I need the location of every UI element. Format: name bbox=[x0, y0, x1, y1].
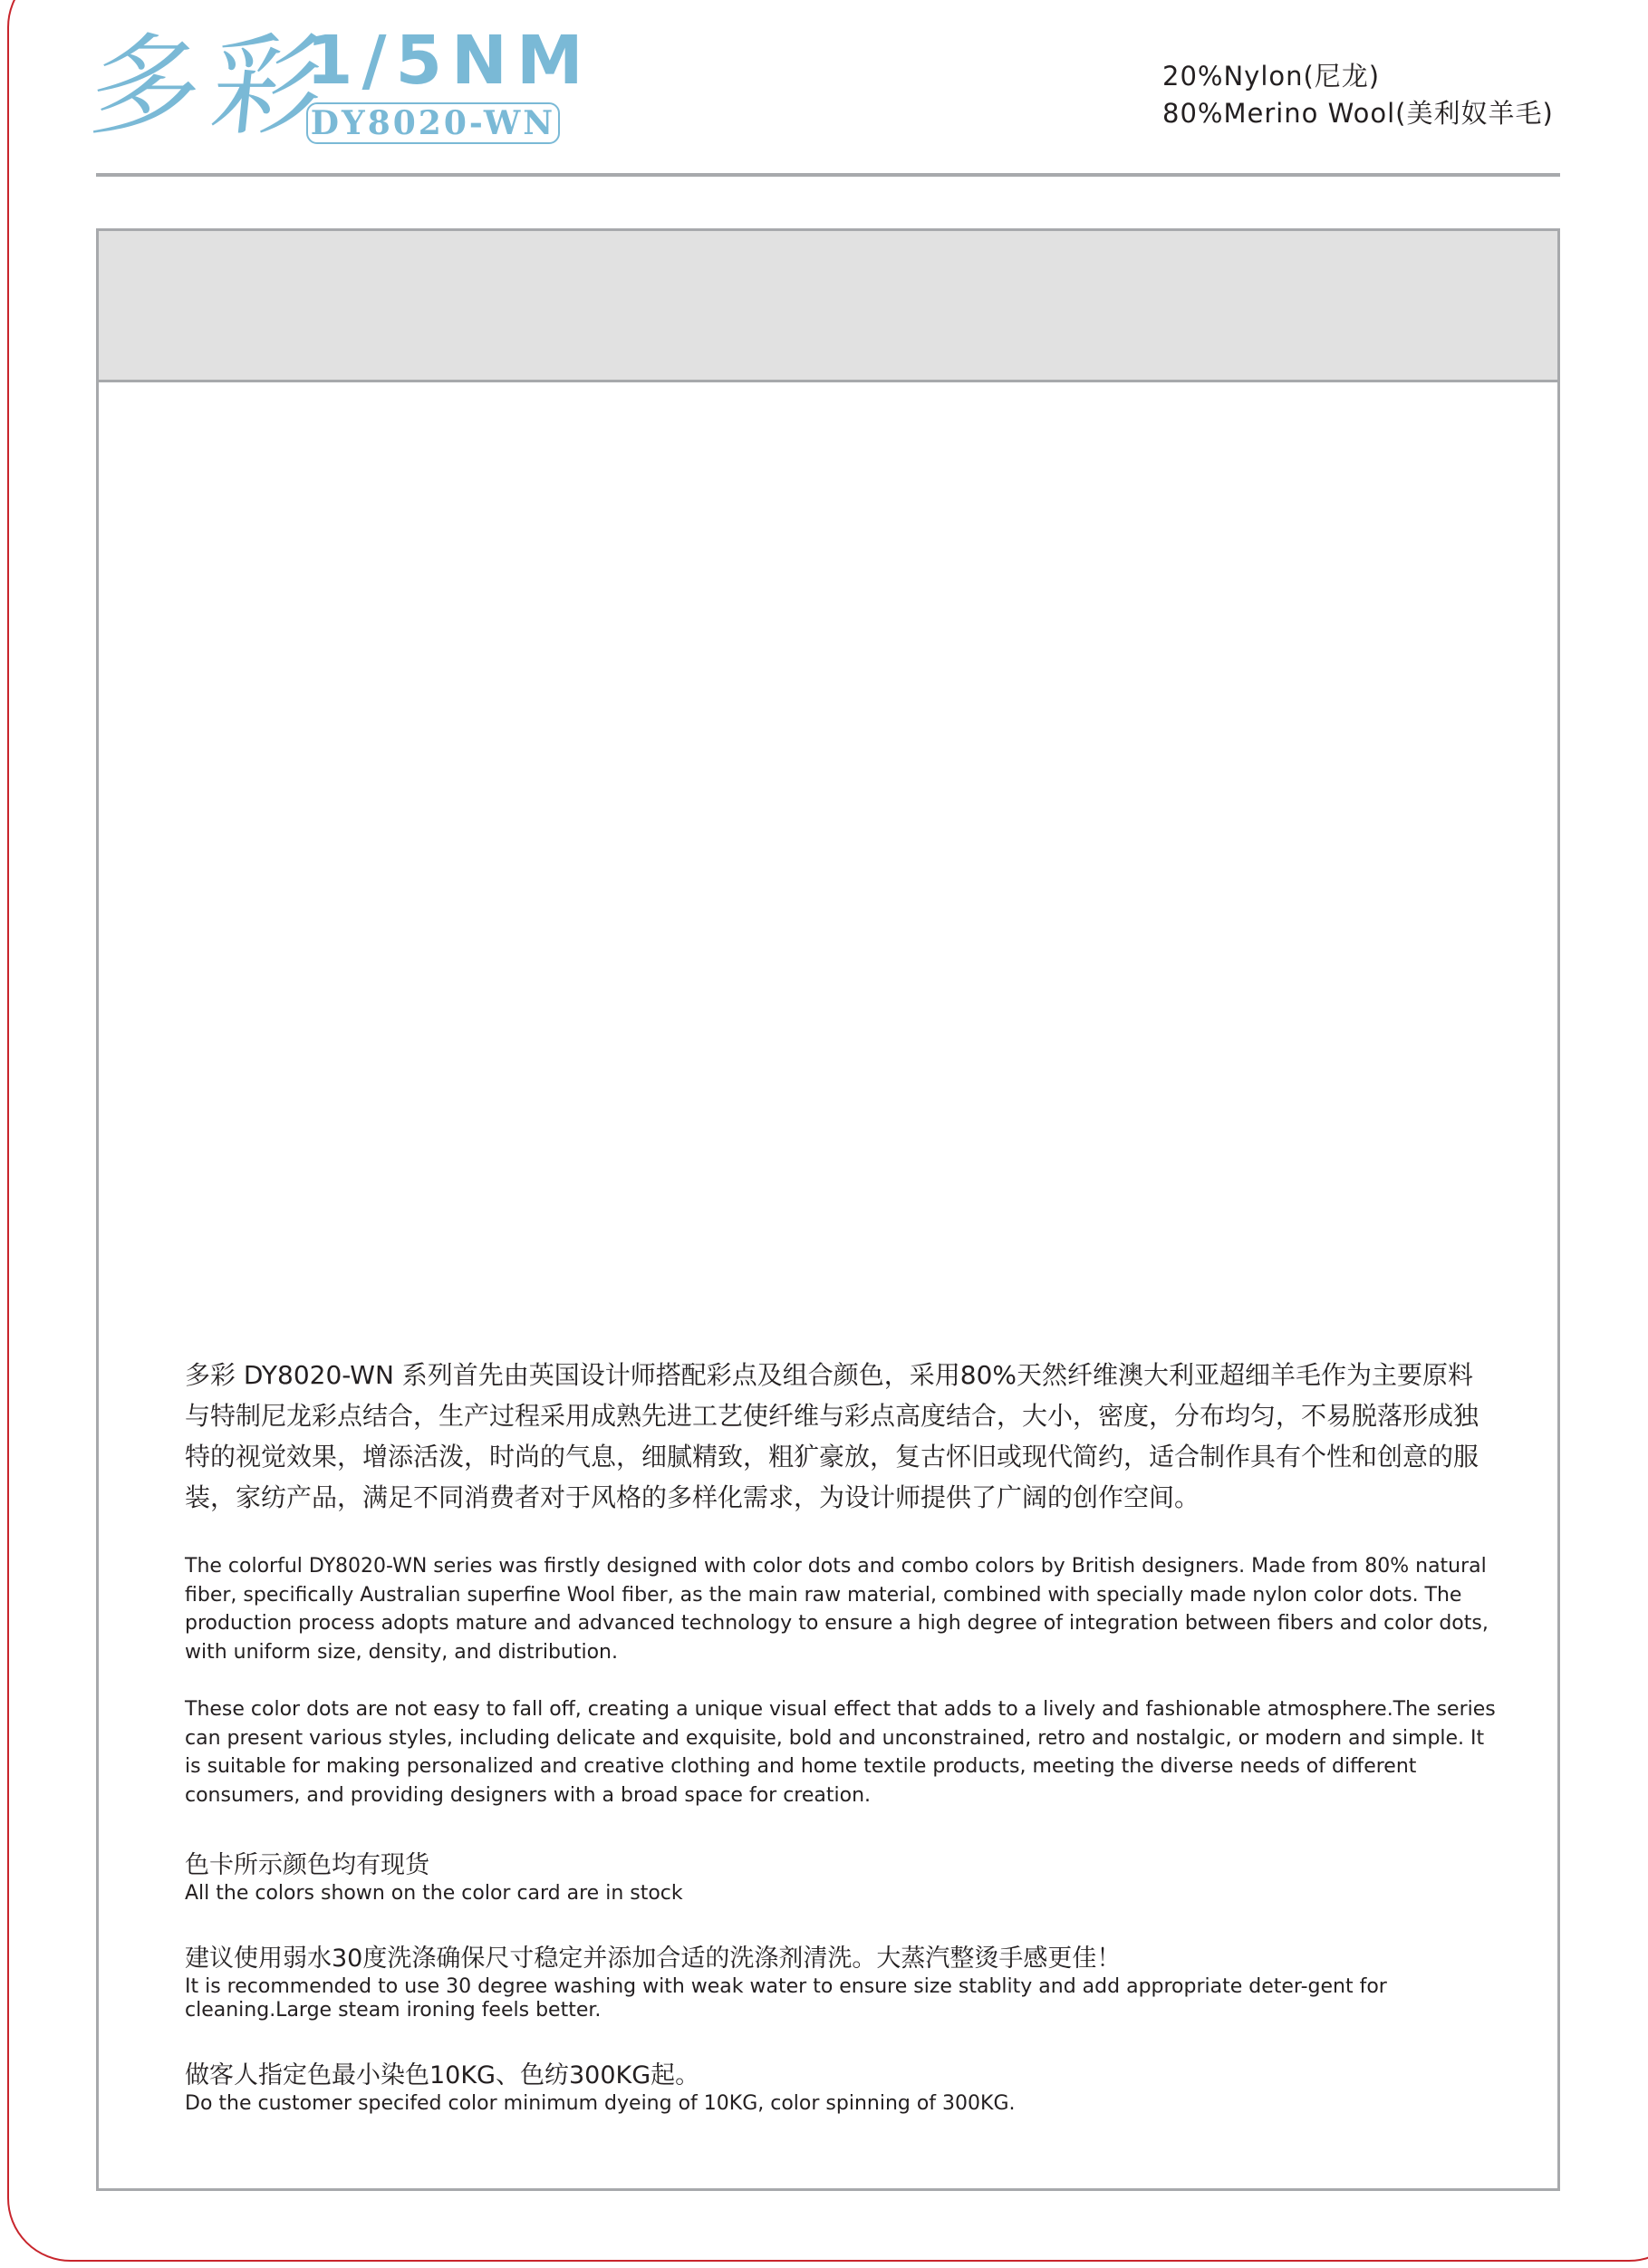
fiber-composition bbox=[1162, 58, 1554, 132]
header-divider bbox=[96, 173, 1560, 177]
composition-line-wool: 80%Merino Wool(美利奴羊毛) bbox=[1162, 98, 1554, 129]
color-card-panel bbox=[96, 228, 1560, 2191]
composition-line-nylon: 20%Nylon(尼龙) bbox=[1162, 61, 1381, 92]
note-washing-cn: 建议使用弱水30度洗涤确保尺寸稳定并添加合适的洗涤剂清洗。大蒸汽整烫手感更佳！ bbox=[185, 1945, 1122, 1973]
description-cn: 多彩 DY8020-WN 系列首先由英国设计师搭配彩点及组合颜色，采用80%天然纤维澳大利亚超细羊毛作为主要原料与特制尼龙彩点结合，生产过程采用成熟先进工艺使纤维与彩点高度结合，大小，密度，分布均匀，不易脱落形成独特的视觉效果，增添活泼，时尚的气息，细腻精致，粗犷豪放，复古怀旧或现代简约，适合制作具有个性和创意的服装，家纺产品，满足不同消费者对于风格的多样化需求，为设计师提供了广阔的创作空间。 bbox=[185, 1360, 1479, 1512]
note-stock-cn: 色卡所示颜色均有现货 bbox=[185, 1851, 429, 1879]
note-stock bbox=[185, 1849, 1499, 1906]
brand-logo-cn: 多彩 bbox=[83, 22, 341, 150]
note-washing-en: It is recommended to use 30 degree washing with weak water to ensure size stablity and add appropriate deter-gent for cleaning.Large steam ironing feels better. bbox=[185, 1975, 1387, 2022]
description-en-paragraph-2: These color dots are not easy to fall off, creating a unique visual effect that adds to a lively and fashionable atmosphere.The series can present various styles, including delicate and exquisite, bold and unconstrained, retro and nostalgic, or modern and simple. It is suitable for making personalized and creative clothing and home textile products, meeting the diverse needs of different consumers, and providing designers with a broad space for creation. bbox=[185, 1698, 1496, 1807]
note-minimum-order-en: Do the customer specifed color minimum dyeing of 10KG, color spinning of 300KG. bbox=[185, 2092, 1016, 2115]
yarn-count-title: 1/5NM bbox=[306, 22, 593, 100]
model-number-badge: DY8020-WN bbox=[306, 102, 560, 144]
panel-header-band bbox=[99, 231, 1557, 382]
note-washing bbox=[185, 1943, 1499, 2022]
note-stock-en: All the colors shown on the color card are in stock bbox=[185, 1882, 683, 1905]
swatch-area bbox=[99, 382, 1557, 1524]
note-minimum-order-cn: 做客人指定色最小染色10KG、色纺300KG起。 bbox=[185, 2061, 700, 2089]
note-minimum-order bbox=[185, 2060, 1499, 2116]
description-en-paragraph-1: The colorful DY8020-WN series was firstly designed with color dots and combo colors by British designers. Made from 80% natural fiber, specifically Australian superfine Wool fiber, as the main raw material, combined with specially made nylon color dots. The production process adopts mature and advanced technology to ensure a high degree of integration between fibers and color dots, with uniform size, density, and distribution. bbox=[185, 1555, 1489, 1664]
